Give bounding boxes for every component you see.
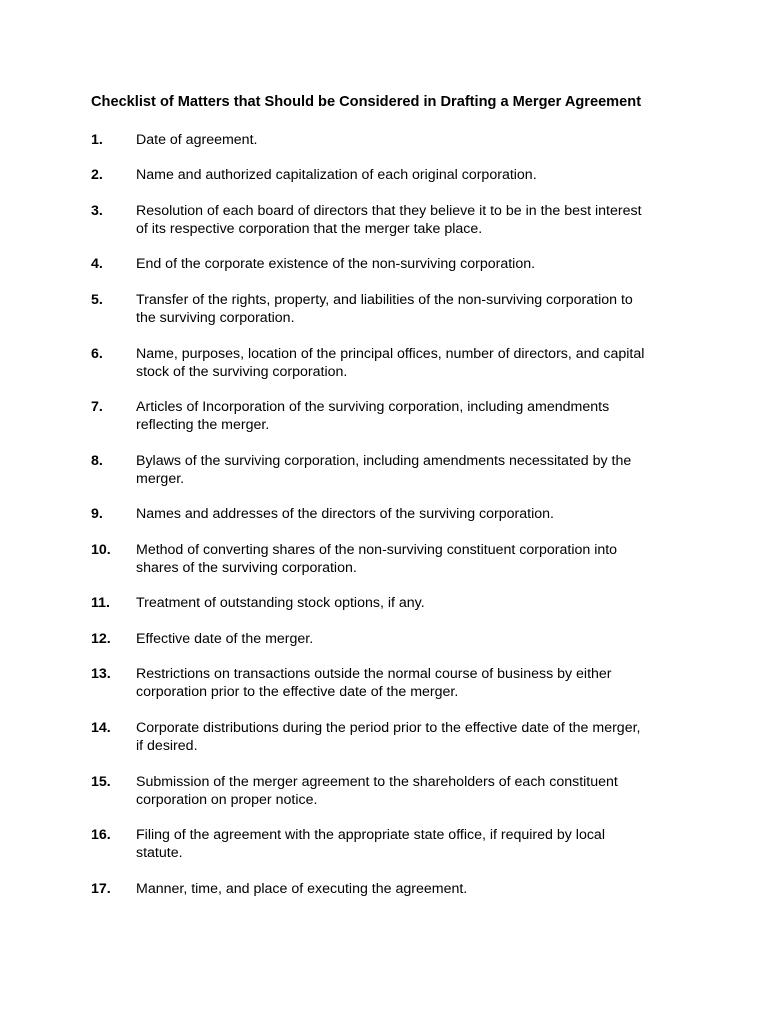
item-text-line: Transfer of the rights, property, and liabilities of the non-surviving corporation to [136, 292, 633, 308]
item-text-line: of its respective corporation that the merger take place. [136, 221, 483, 237]
item-text-line: Restrictions on transactions outside the normal course of business by either [136, 666, 612, 682]
item-number: 8. [91, 453, 103, 469]
item-text-line: Effective date of the merger. [136, 631, 314, 647]
item-text-line: Names and addresses of the directors of the surviving corporation. [136, 506, 554, 522]
item-text-line: statute. [136, 845, 183, 861]
item-text [136, 452, 686, 488]
item-text-line: Name and authorized capitalization of each original corporation. [136, 167, 537, 183]
item-text [136, 665, 686, 701]
item-text-line: Corporate distributions during the period prior to the effective date of the merger, [136, 720, 641, 736]
item-text [136, 505, 686, 523]
item-text-line: Resolution of each board of directors that they believe it to be in the best interest [136, 203, 642, 219]
item-text-line: Bylaws of the surviving corporation, including amendments necessitated by the [136, 453, 632, 469]
item-text [136, 773, 686, 809]
item-text-line: Name, purposes, location of the principal offices, number of directors, and capital [136, 346, 645, 362]
item-text [136, 630, 686, 648]
item-text-line: Articles of Incorporation of the surviving corporation, including amendments [136, 399, 610, 415]
item-text [136, 166, 686, 184]
item-text-line: shares of the surviving corporation. [136, 560, 357, 576]
item-text [136, 719, 686, 755]
document-title: Checklist of Matters that Should be Considered in Drafting a Merger Agreement [91, 94, 642, 110]
item-text-line: Method of converting shares of the non-surviving constituent corporation into [136, 542, 618, 558]
item-text-line: Manner, time, and place of executing the agreement. [136, 881, 468, 897]
item-number: 1. [91, 132, 103, 148]
item-text-line: if desired. [136, 738, 198, 754]
item-number: 9. [91, 506, 103, 522]
item-text [136, 202, 686, 238]
item-number: 16. [91, 827, 111, 843]
item-text-line: corporation on proper notice. [136, 792, 318, 808]
item-number: 12. [91, 631, 111, 647]
item-text-line: merger. [136, 471, 185, 487]
item-text-line: the surviving corporation. [136, 310, 295, 326]
item-number: 7. [91, 399, 103, 415]
item-text-line: End of the corporate existence of the non-surviving corporation. [136, 256, 536, 272]
item-text-line: Treatment of outstanding stock options, if any. [136, 595, 425, 611]
item-number: 11. [91, 595, 110, 611]
item-text-line: corporation prior to the effective date of the merger. [136, 684, 459, 700]
item-number: 4. [91, 256, 103, 272]
item-text-line: stock of the surviving corporation. [136, 364, 348, 380]
item-text [136, 255, 686, 273]
item-number: 6. [91, 346, 103, 362]
item-text-line: reflecting the merger. [136, 417, 270, 433]
item-text [136, 398, 686, 434]
item-text [136, 541, 686, 577]
item-text [136, 826, 686, 862]
item-number: 2. [91, 167, 103, 183]
item-number: 14. [91, 720, 111, 736]
item-number: 3. [91, 203, 103, 219]
item-text-line: Date of agreement. [136, 132, 258, 148]
item-number: 10. [91, 542, 111, 558]
item-text [136, 131, 686, 149]
item-text [136, 291, 686, 327]
item-text-line: Filing of the agreement with the appropriate state office, if required by local [136, 827, 605, 843]
item-number: 5. [91, 292, 103, 308]
item-text-line: Submission of the merger agreement to the shareholders of each constituent [136, 774, 618, 790]
item-number: 17. [91, 881, 111, 897]
item-text [136, 594, 686, 612]
item-text [136, 345, 686, 381]
item-number: 15. [91, 774, 111, 790]
item-text [136, 880, 686, 898]
item-number: 13. [91, 666, 111, 682]
